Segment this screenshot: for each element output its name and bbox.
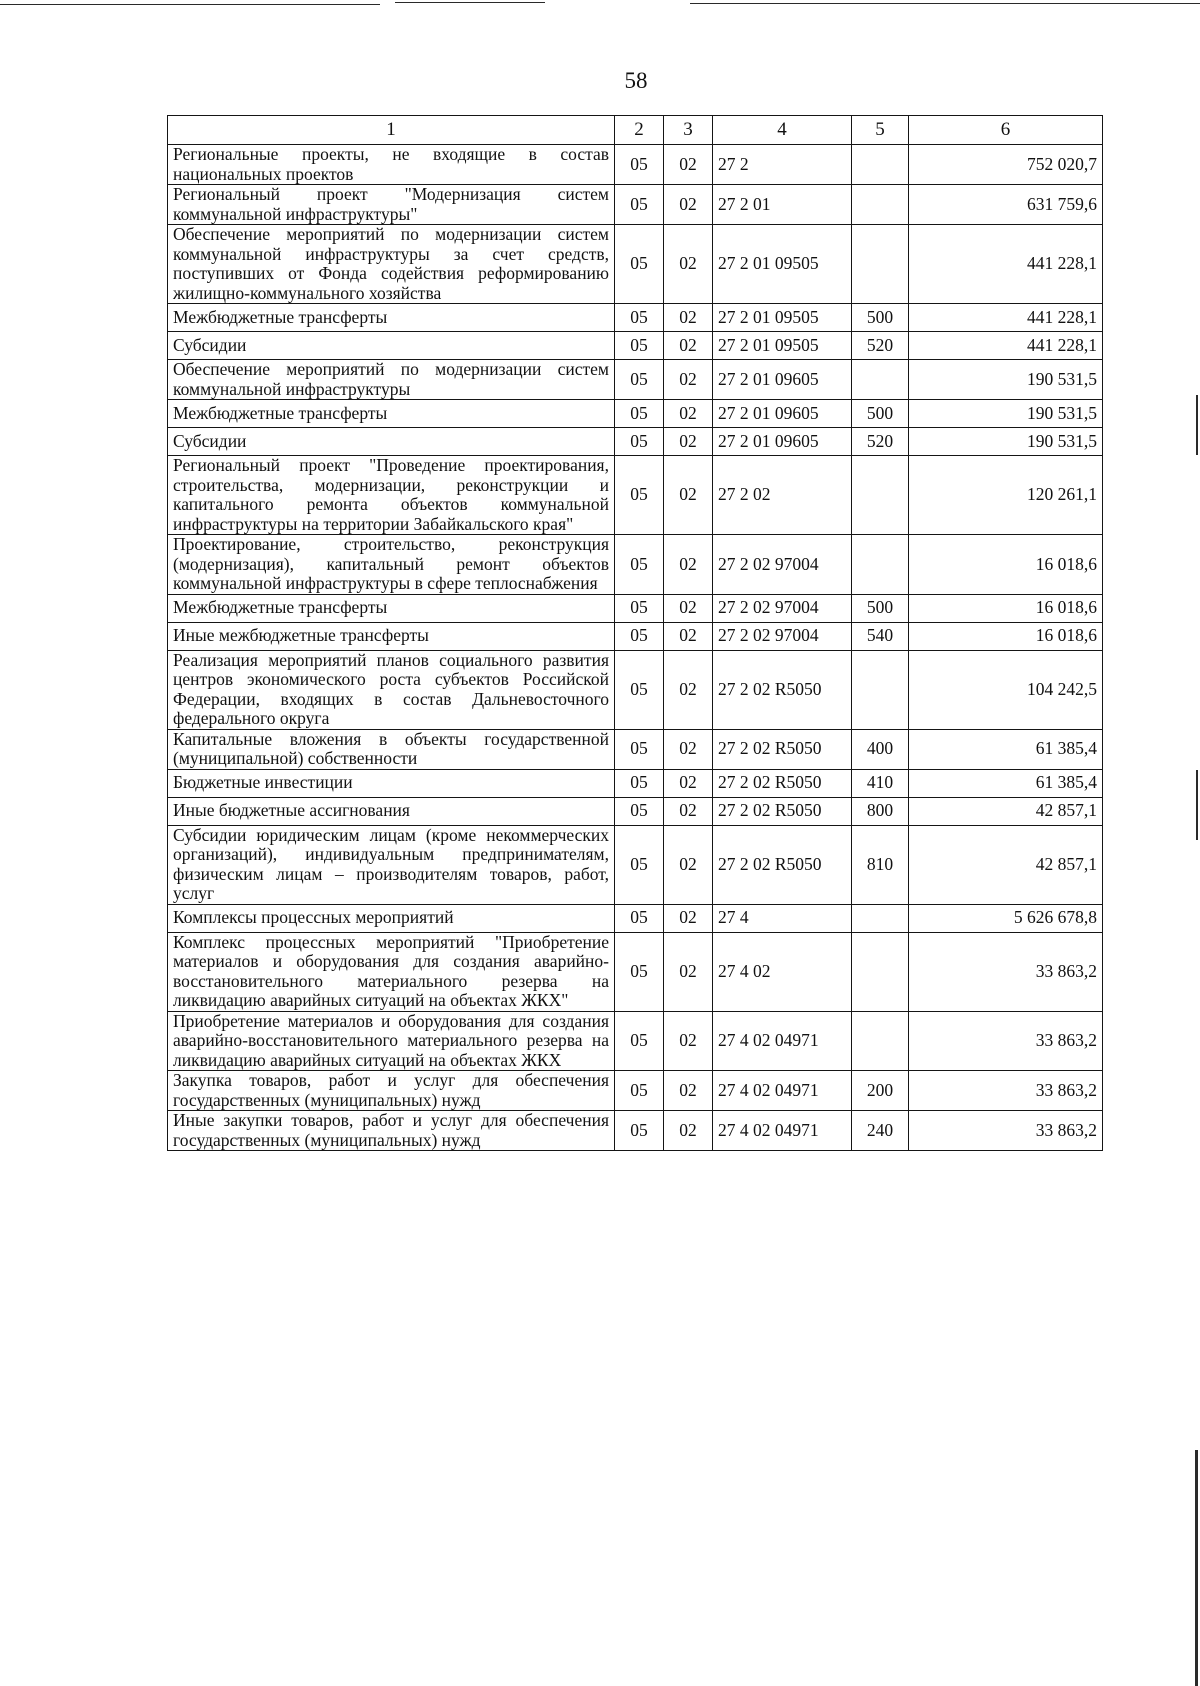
target-article-cell: 27 2 01 09505 — [713, 225, 852, 304]
target-article-cell: 27 2 01 — [713, 185, 852, 225]
table-row — [168, 428, 1103, 456]
amount-cell: 61 385,4 — [909, 729, 1103, 769]
expense-type-cell — [852, 1011, 909, 1071]
amount-cell: 16 018,6 — [909, 535, 1103, 595]
amount-cell: 190 531,5 — [909, 360, 1103, 400]
section-cell: 05 — [615, 825, 664, 904]
row-name-cell: Межбюджетные трансферты — [168, 400, 615, 428]
target-article-cell: 27 4 — [713, 904, 852, 932]
expense-type-cell: 410 — [852, 769, 909, 797]
amount-cell: 33 863,2 — [909, 932, 1103, 1011]
row-name-cell: Комплекс процессных мероприятий "Приобретение материалов и оборудования для создания аварийно-восстановительного материального резерва на ликвидацию аварийных ситуаций на объектах ЖКХ" — [168, 932, 615, 1011]
subsection-cell: 02 — [664, 304, 713, 332]
section-cell: 05 — [615, 535, 664, 595]
table-row — [168, 400, 1103, 428]
section-cell: 05 — [615, 904, 664, 932]
row-name-cell: Проектирование, строительство, реконструкция (модернизация), капитальный ремонт объектов коммунальной инфраструктуры в сфере теплоснабжения — [168, 535, 615, 595]
expense-type-cell — [852, 360, 909, 400]
table-row — [168, 729, 1103, 769]
table-row — [168, 535, 1103, 595]
target-article-cell: 27 4 02 — [713, 932, 852, 1011]
subsection-cell: 02 — [664, 400, 713, 428]
row-name-cell: Реализация мероприятий планов социального развития центров экономического роста субъектов Российской Федерации, входящих в состав Дальневосточного федерального округа — [168, 650, 615, 729]
subsection-cell: 02 — [664, 1111, 713, 1151]
expense-type-cell: 400 — [852, 729, 909, 769]
amount-cell: 16 018,6 — [909, 622, 1103, 650]
expense-type-cell: 500 — [852, 400, 909, 428]
section-cell: 05 — [615, 332, 664, 360]
table-body — [168, 145, 1103, 1151]
target-article-cell: 27 2 01 09505 — [713, 332, 852, 360]
subsection-cell: 02 — [664, 825, 713, 904]
row-name-cell: Региональный проект "Модернизация систем коммунальной инфраструктуры" — [168, 185, 615, 225]
table-row — [168, 650, 1103, 729]
subsection-cell: 02 — [664, 622, 713, 650]
table-row — [168, 456, 1103, 535]
expense-type-cell: 520 — [852, 332, 909, 360]
subsection-cell: 02 — [664, 1011, 713, 1071]
target-article-cell: 27 2 02 R5050 — [713, 769, 852, 797]
header-col-5: 5 — [852, 116, 909, 145]
target-article-cell: 27 2 01 09505 — [713, 304, 852, 332]
expense-type-cell — [852, 145, 909, 185]
target-article-cell: 27 2 02 R5050 — [713, 650, 852, 729]
subsection-cell: 02 — [664, 145, 713, 185]
row-name-cell: Субсидии юридическим лицам (кроме некоммерческих организаций), индивидуальным предпринимателям, физическим лицам – производителям товаров, работ, услуг — [168, 825, 615, 904]
table-row — [168, 769, 1103, 797]
section-cell: 05 — [615, 145, 664, 185]
subsection-cell: 02 — [664, 185, 713, 225]
table-row — [168, 1071, 1103, 1111]
section-cell: 05 — [615, 456, 664, 535]
subsection-cell: 02 — [664, 1071, 713, 1111]
section-cell: 05 — [615, 304, 664, 332]
amount-cell: 5 626 678,8 — [909, 904, 1103, 932]
section-cell: 05 — [615, 622, 664, 650]
target-article-cell: 27 2 01 09605 — [713, 400, 852, 428]
scan-edge-top-mid — [395, 2, 545, 3]
table-row — [168, 225, 1103, 304]
section-cell: 05 — [615, 797, 664, 825]
expense-type-cell — [852, 904, 909, 932]
section-cell: 05 — [615, 1071, 664, 1111]
amount-cell: 441 228,1 — [909, 332, 1103, 360]
expense-type-cell: 810 — [852, 825, 909, 904]
scan-edge-right-lower — [1195, 1450, 1198, 1686]
expense-type-cell: 520 — [852, 428, 909, 456]
amount-cell: 120 261,1 — [909, 456, 1103, 535]
expense-type-cell: 200 — [852, 1071, 909, 1111]
row-name-cell: Межбюджетные трансферты — [168, 304, 615, 332]
section-cell: 05 — [615, 400, 664, 428]
header-col-3: 3 — [664, 116, 713, 145]
scan-edge-right-upper — [1196, 395, 1198, 455]
expense-type-cell: 540 — [852, 622, 909, 650]
row-name-cell: Региональный проект "Проведение проектирования, строительства, модернизации, реконструкции и капитального ремонта объектов коммунальной инфраструктуры на территории Забайкальского края" — [168, 456, 615, 535]
amount-cell: 33 863,2 — [909, 1011, 1103, 1071]
expense-type-cell — [852, 535, 909, 595]
header-col-4: 4 — [713, 116, 852, 145]
scan-edge-right-mid — [1196, 770, 1198, 840]
section-cell: 05 — [615, 1111, 664, 1151]
section-cell: 05 — [615, 1011, 664, 1071]
amount-cell: 33 863,2 — [909, 1071, 1103, 1111]
target-article-cell: 27 2 02 97004 — [713, 594, 852, 622]
target-article-cell: 27 2 — [713, 145, 852, 185]
amount-cell: 33 863,2 — [909, 1111, 1103, 1151]
header-col-6: 6 — [909, 116, 1103, 145]
subsection-cell: 02 — [664, 428, 713, 456]
subsection-cell: 02 — [664, 769, 713, 797]
subsection-cell: 02 — [664, 225, 713, 304]
table-row — [168, 797, 1103, 825]
section-cell: 05 — [615, 650, 664, 729]
expense-type-cell — [852, 650, 909, 729]
amount-cell: 631 759,6 — [909, 185, 1103, 225]
section-cell: 05 — [615, 225, 664, 304]
table-row — [168, 932, 1103, 1011]
header-col-1: 1 — [168, 116, 615, 145]
target-article-cell: 27 2 02 R5050 — [713, 729, 852, 769]
subsection-cell: 02 — [664, 650, 713, 729]
subsection-cell: 02 — [664, 456, 713, 535]
table-row — [168, 1011, 1103, 1071]
scan-edge-top-right — [690, 3, 1200, 4]
target-article-cell: 27 2 02 — [713, 456, 852, 535]
section-cell: 05 — [615, 185, 664, 225]
subsection-cell: 02 — [664, 360, 713, 400]
row-name-cell: Бюджетные инвестиции — [168, 769, 615, 797]
budget-table — [167, 115, 1103, 1151]
table-row — [168, 145, 1103, 185]
row-name-cell: Капитальные вложения в объекты государственной (муниципальной) собственности — [168, 729, 615, 769]
amount-cell: 42 857,1 — [909, 825, 1103, 904]
row-name-cell: Межбюджетные трансферты — [168, 594, 615, 622]
target-article-cell: 27 4 02 04971 — [713, 1111, 852, 1151]
target-article-cell: 27 4 02 04971 — [713, 1011, 852, 1071]
subsection-cell: 02 — [664, 535, 713, 595]
table-row — [168, 360, 1103, 400]
row-name-cell: Комплексы процессных мероприятий — [168, 904, 615, 932]
expense-type-cell: 500 — [852, 304, 909, 332]
table-row — [168, 304, 1103, 332]
section-cell: 05 — [615, 594, 664, 622]
subsection-cell: 02 — [664, 594, 713, 622]
section-cell: 05 — [615, 360, 664, 400]
row-name-cell: Иные бюджетные ассигнования — [168, 797, 615, 825]
target-article-cell: 27 2 02 R5050 — [713, 825, 852, 904]
table-row — [168, 622, 1103, 650]
subsection-cell: 02 — [664, 904, 713, 932]
amount-cell: 16 018,6 — [909, 594, 1103, 622]
table-header-row — [168, 116, 1103, 145]
scan-edge-top-left — [0, 4, 380, 5]
row-name-cell: Региональные проекты, не входящие в состав национальных проектов — [168, 145, 615, 185]
target-article-cell: 27 2 02 R5050 — [713, 797, 852, 825]
section-cell: 05 — [615, 428, 664, 456]
row-name-cell: Обеспечение мероприятий по модернизации систем коммунальной инфраструктуры за счет средств, поступивших от Фонда содействия реформированию жилищно-коммунального хозяйства — [168, 225, 615, 304]
table-row — [168, 594, 1103, 622]
section-cell: 05 — [615, 932, 664, 1011]
target-article-cell: 27 2 02 97004 — [713, 622, 852, 650]
header-col-2: 2 — [615, 116, 664, 145]
row-name-cell: Иные закупки товаров, работ и услуг для обеспечения государственных (муниципальных) нужд — [168, 1111, 615, 1151]
amount-cell: 441 228,1 — [909, 304, 1103, 332]
amount-cell: 441 228,1 — [909, 225, 1103, 304]
table-row — [168, 825, 1103, 904]
expense-type-cell — [852, 932, 909, 1011]
table-row — [168, 332, 1103, 360]
amount-cell: 61 385,4 — [909, 769, 1103, 797]
expense-type-cell — [852, 225, 909, 304]
target-article-cell: 27 2 01 09605 — [713, 360, 852, 400]
expense-type-cell — [852, 456, 909, 535]
expense-type-cell: 240 — [852, 1111, 909, 1151]
target-article-cell: 27 2 01 09605 — [713, 428, 852, 456]
row-name-cell: Обеспечение мероприятий по модернизации систем коммунальной инфраструктуры — [168, 360, 615, 400]
subsection-cell: 02 — [664, 797, 713, 825]
table-row — [168, 185, 1103, 225]
subsection-cell: 02 — [664, 932, 713, 1011]
row-name-cell: Иные межбюджетные трансферты — [168, 622, 615, 650]
amount-cell: 190 531,5 — [909, 400, 1103, 428]
row-name-cell: Субсидии — [168, 428, 615, 456]
target-article-cell: 27 2 02 97004 — [713, 535, 852, 595]
row-name-cell: Субсидии — [168, 332, 615, 360]
subsection-cell: 02 — [664, 729, 713, 769]
expense-type-cell — [852, 185, 909, 225]
section-cell: 05 — [615, 729, 664, 769]
row-name-cell: Закупка товаров, работ и услуг для обеспечения государственных (муниципальных) нужд — [168, 1071, 615, 1111]
expense-type-cell: 500 — [852, 594, 909, 622]
row-name-cell: Приобретение материалов и оборудования для создания аварийно-восстановительного материального резерва на ликвидацию аварийных ситуаций на объектах ЖКХ — [168, 1011, 615, 1071]
subsection-cell: 02 — [664, 332, 713, 360]
expense-type-cell: 800 — [852, 797, 909, 825]
target-article-cell: 27 4 02 04971 — [713, 1071, 852, 1111]
amount-cell: 104 242,5 — [909, 650, 1103, 729]
table-row — [168, 904, 1103, 932]
amount-cell: 190 531,5 — [909, 428, 1103, 456]
section-cell: 05 — [615, 769, 664, 797]
amount-cell: 752 020,7 — [909, 145, 1103, 185]
amount-cell: 42 857,1 — [909, 797, 1103, 825]
page-number: 58 — [624, 68, 648, 93]
table-row — [168, 1111, 1103, 1151]
